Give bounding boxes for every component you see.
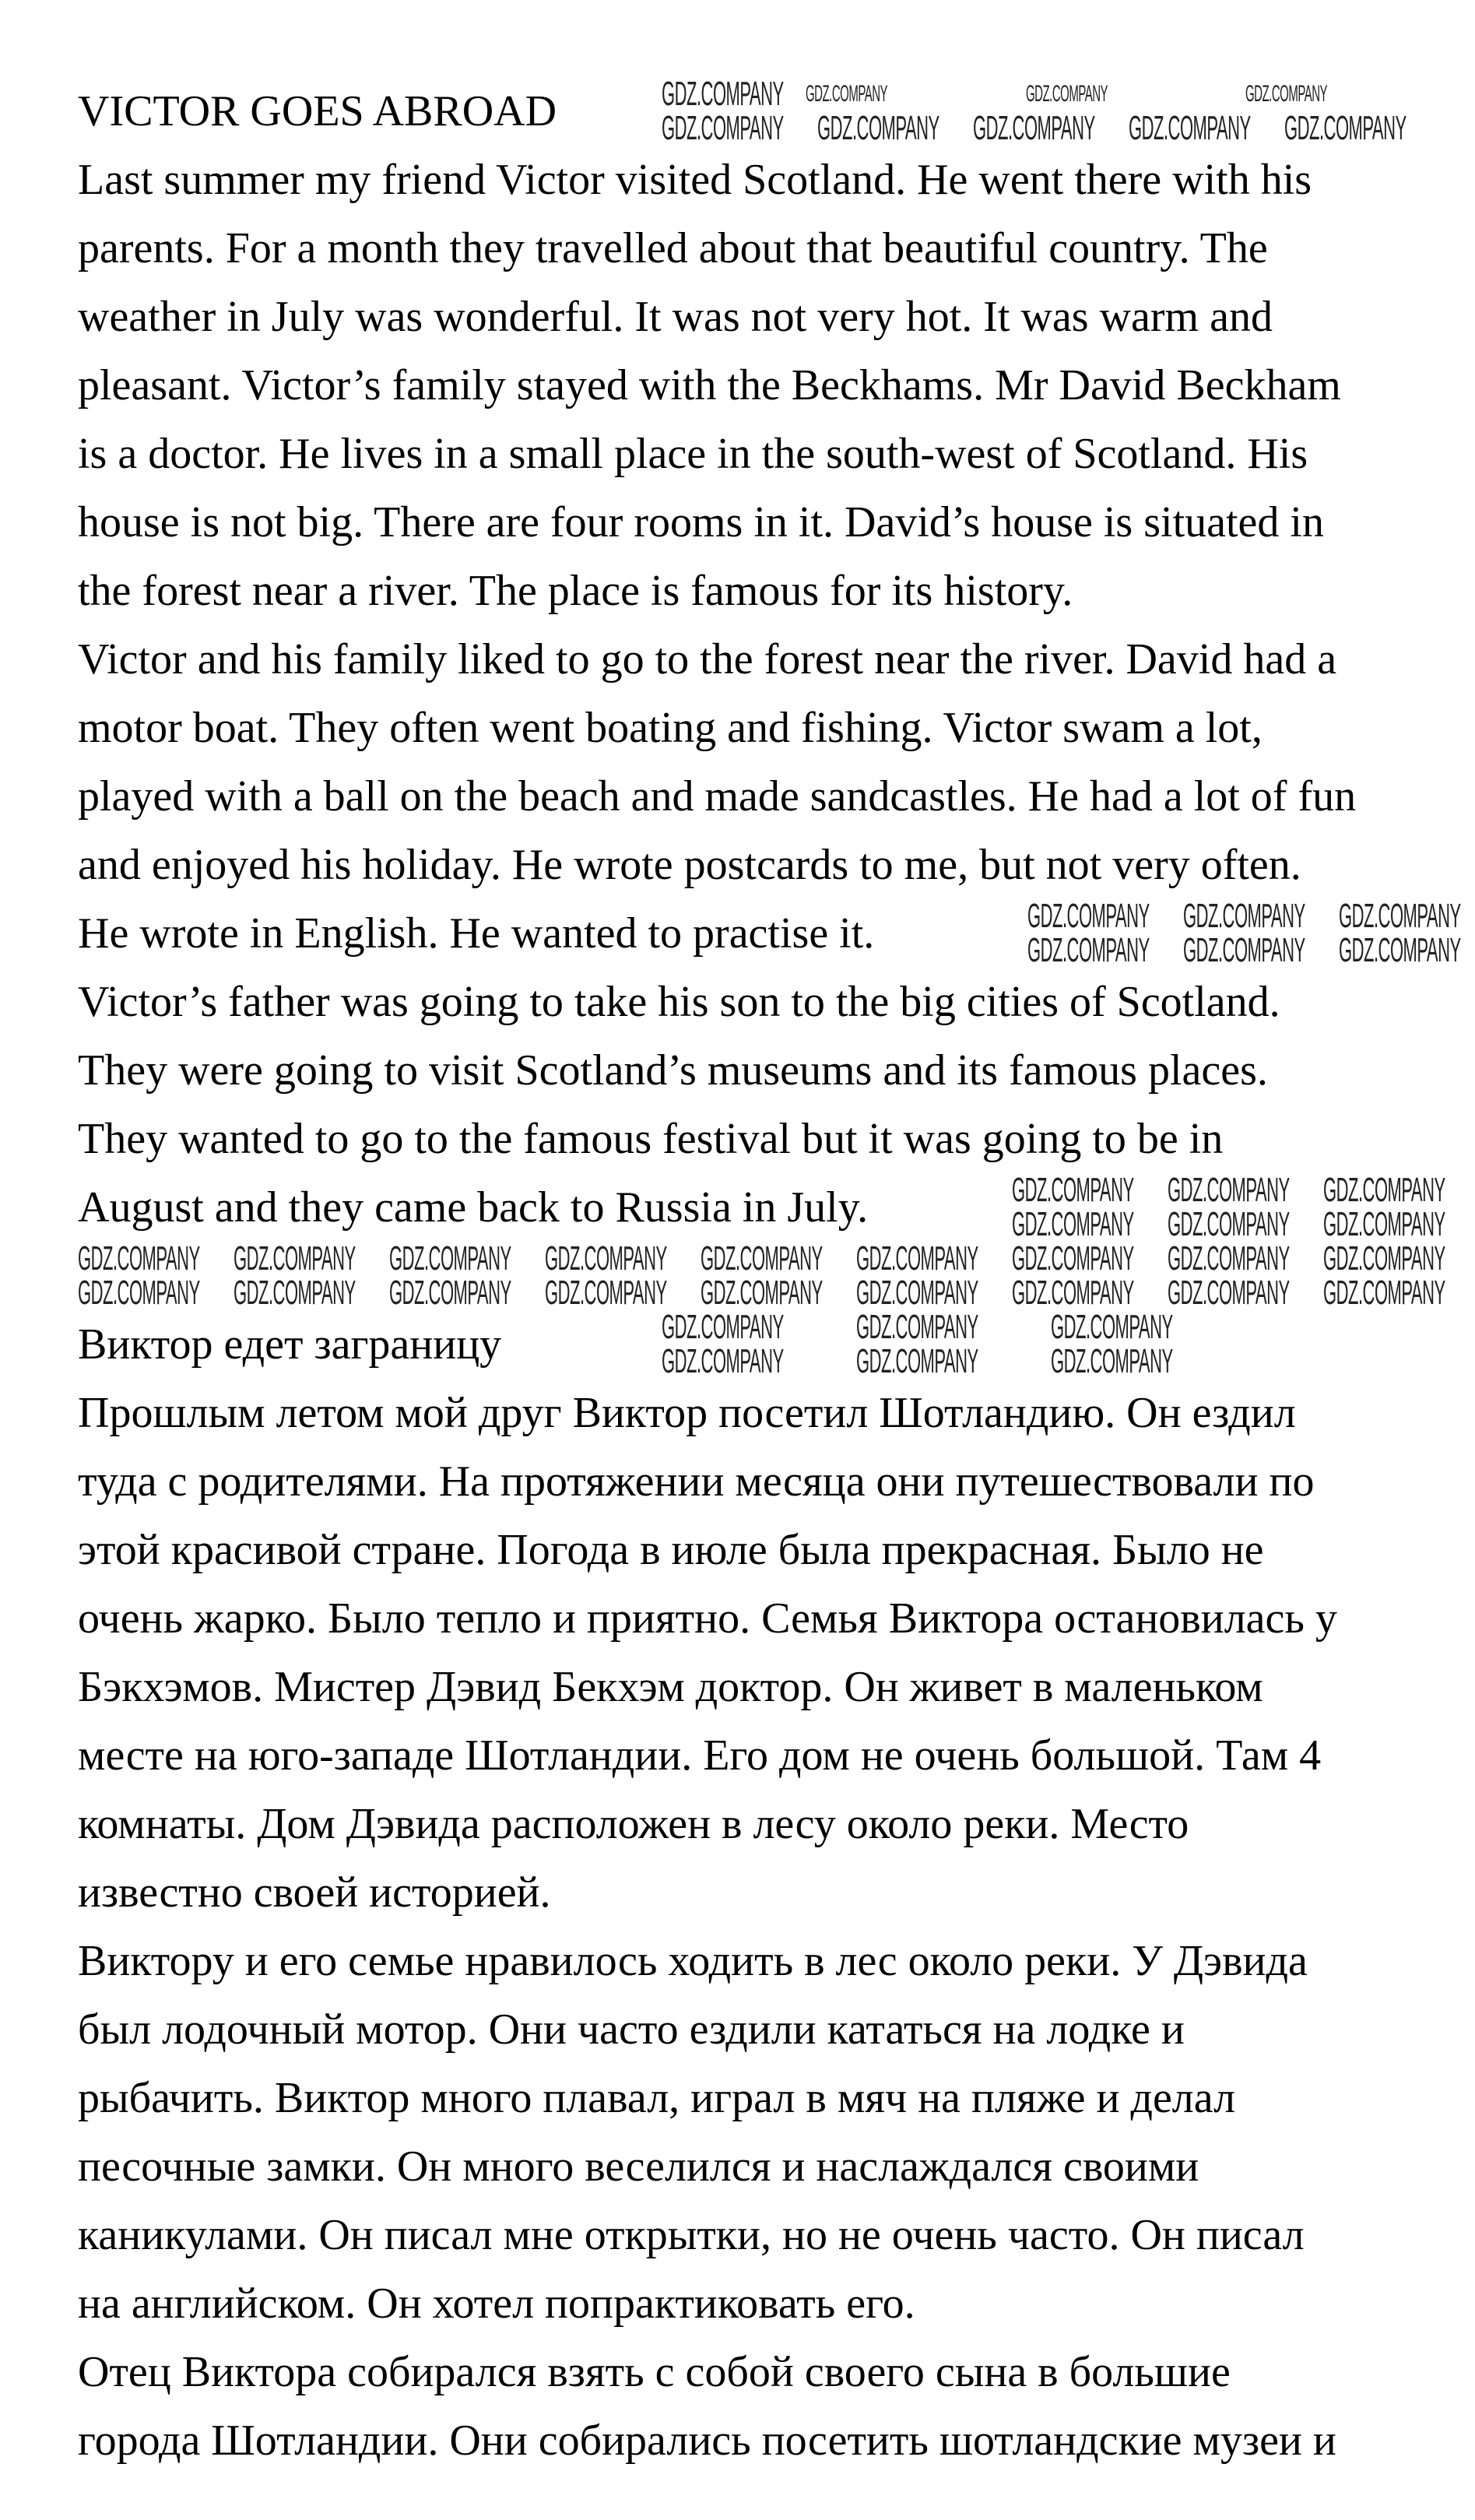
text-line: motor boat. They often went boating and fishing. Victor swam a lot, xyxy=(78,704,1263,752)
watermark: GDZ.COMPANY xyxy=(78,1274,200,1312)
watermark: GDZ.COMPANY xyxy=(1168,1274,1290,1312)
text-line: played with a ball on the beach and made sandcastles. He had a lot of fun xyxy=(78,772,1357,821)
watermark: GDZ.COMPANY xyxy=(856,1274,978,1312)
russian-title: Виктор едет заграницу xyxy=(78,1320,502,1369)
watermark: GDZ.COMPANY xyxy=(1051,1308,1173,1346)
watermark: GDZ.COMPANY xyxy=(662,109,784,147)
text-line: house is not big. There are four rooms in it. David’s house is situated in xyxy=(78,498,1324,547)
text-line: комнаты. Дом Дэвида расположен в лесу около реки. Место xyxy=(78,1800,1189,1848)
watermark: GDZ.COMPANY xyxy=(389,1274,511,1312)
watermark: GDZ.COMPANY xyxy=(1183,931,1305,969)
watermark: GDZ.COMPANY xyxy=(856,1342,978,1380)
watermark: GDZ.COMPANY xyxy=(1245,81,1328,107)
watermark: GDZ.COMPANY xyxy=(1168,1239,1290,1278)
text-line: They were going to visit Scotland’s museums and its famous places. xyxy=(78,1046,1268,1095)
text-line: известно своей историей. xyxy=(78,1868,551,1917)
text-line: is a doctor. He lives in a small place in the south-west of Scotland. His xyxy=(78,430,1308,478)
text-line: туда с родителями. На протяжении месяца они путешествовали по xyxy=(78,1457,1315,1506)
text-line: Last summer my friend Victor visited Scotland. He went there with his xyxy=(78,156,1312,204)
watermark: GDZ.COMPANY xyxy=(1183,897,1305,935)
text-line: Прошлым летом мой друг Виктор посетил Шотландию. Он ездил xyxy=(78,1389,1296,1437)
watermark: GDZ.COMPANY xyxy=(806,81,888,107)
watermark: GDZ.COMPANY xyxy=(817,109,939,147)
text-line: Victor’s father was going to take his son to the big cities of Scotland. xyxy=(78,978,1280,1026)
text-line: parents. For a month they travelled about that beautiful country. The xyxy=(78,224,1268,272)
text-line: Отец Виктора собирался взять с собой своего сына в большие xyxy=(78,2348,1231,2396)
watermark: GDZ.COMPANY xyxy=(662,75,784,113)
watermark: GDZ.COMPANY xyxy=(1339,931,1461,969)
russian-text xyxy=(78,1379,1356,2475)
text-line: каникулами. Он писал мне открытки, но не очень часто. Он писал xyxy=(78,2211,1305,2259)
watermark: GDZ.COMPANY xyxy=(1012,1239,1134,1278)
watermark: GDZ.COMPANY xyxy=(545,1239,667,1278)
watermark: GDZ.COMPANY xyxy=(1012,1274,1134,1312)
text-line: Бэкхэмов. Мистер Дэвид Бекхэм доктор. Он живет в маленьком xyxy=(78,1663,1263,1711)
watermark: GDZ.COMPANY xyxy=(1323,1205,1445,1243)
watermark: GDZ.COMPANY xyxy=(1323,1274,1445,1312)
watermark: GDZ.COMPANY xyxy=(701,1274,823,1312)
watermark: GDZ.COMPANY xyxy=(234,1239,356,1278)
watermark: GDZ.COMPANY xyxy=(856,1239,978,1278)
watermark: GDZ.COMPANY xyxy=(1168,1171,1290,1209)
watermark: GDZ.COMPANY xyxy=(1012,1171,1134,1209)
text-line: на английском. Он хотел попрактиковать его. xyxy=(78,2279,915,2328)
watermark: GDZ.COMPANY xyxy=(1026,81,1108,107)
text-line: and enjoyed his holiday. He wrote postcards to me, but not very often. xyxy=(78,841,1301,889)
text-line: Виктору и его семье нравилось ходить в лес около реки. У Дэвида xyxy=(78,1937,1308,1985)
watermark: GDZ.COMPANY xyxy=(78,1239,200,1278)
watermark: GDZ.COMPANY xyxy=(1129,109,1251,147)
watermark: GDZ.COMPANY xyxy=(1051,1342,1173,1380)
watermark: GDZ.COMPANY xyxy=(1284,109,1407,147)
english-text xyxy=(78,146,1356,1242)
watermark: GDZ.COMPANY xyxy=(1027,931,1150,969)
text-line: песочные замки. Он много веселился и наслаждался своими xyxy=(78,2142,1199,2191)
text-line: weather in July was wonderful. It was not very hot. It was warm and xyxy=(78,293,1273,341)
text-line: был лодочный мотор. Они часто ездили кататься на лодке и xyxy=(78,2005,1185,2054)
watermark: GDZ.COMPANY xyxy=(389,1239,511,1278)
watermark: GDZ.COMPANY xyxy=(1168,1205,1290,1243)
watermark: GDZ.COMPANY xyxy=(1339,897,1461,935)
watermark: GDZ.COMPANY xyxy=(662,1308,784,1346)
text-line: the forest near a river. The place is famous for its history. xyxy=(78,567,1073,615)
english-title: VICTOR GOES ABROAD xyxy=(78,87,557,135)
text-line: pleasant. Victor’s family stayed with the Beckhams. Mr David Beckham xyxy=(78,361,1341,409)
text-line: рыбачить. Виктор много плавал, играл в мяч на пляже и делал xyxy=(78,2074,1236,2122)
watermark: GDZ.COMPANY xyxy=(1027,897,1150,935)
watermark: GDZ.COMPANY xyxy=(662,1342,784,1380)
watermark: GDZ.COMPANY xyxy=(1323,1171,1445,1209)
text-line: месте на юго-западе Шотландии. Его дом не очень большой. Там 4 xyxy=(78,1731,1322,1780)
watermark: GDZ.COMPANY xyxy=(973,109,1095,147)
watermark: GDZ.COMPANY xyxy=(1012,1205,1134,1243)
text-line: города Шотландии. Они собирались посетить шотландские музеи и xyxy=(78,2416,1336,2465)
text-line: очень жарко. Было тепло и приятно. Семья Виктора остановилась у xyxy=(78,1594,1337,1643)
watermark: GDZ.COMPANY xyxy=(856,1308,978,1346)
text-line: He wrote in English. He wanted to practise it. xyxy=(78,909,875,958)
text-line: They wanted to go to the famous festival but it was going to be in xyxy=(78,1115,1224,1163)
watermark: GDZ.COMPANY xyxy=(701,1239,823,1278)
text-line: August and they came back to Russia in July. xyxy=(78,1183,869,1232)
text-line: этой красивой стране. Погода в июле была прекрасная. Было не xyxy=(78,1526,1264,1574)
watermark: GDZ.COMPANY xyxy=(234,1274,356,1312)
watermark: GDZ.COMPANY xyxy=(1323,1239,1445,1278)
watermark: GDZ.COMPANY xyxy=(545,1274,667,1312)
text-line: Victor and his family liked to go to the forest near the river. David had a xyxy=(78,635,1337,684)
